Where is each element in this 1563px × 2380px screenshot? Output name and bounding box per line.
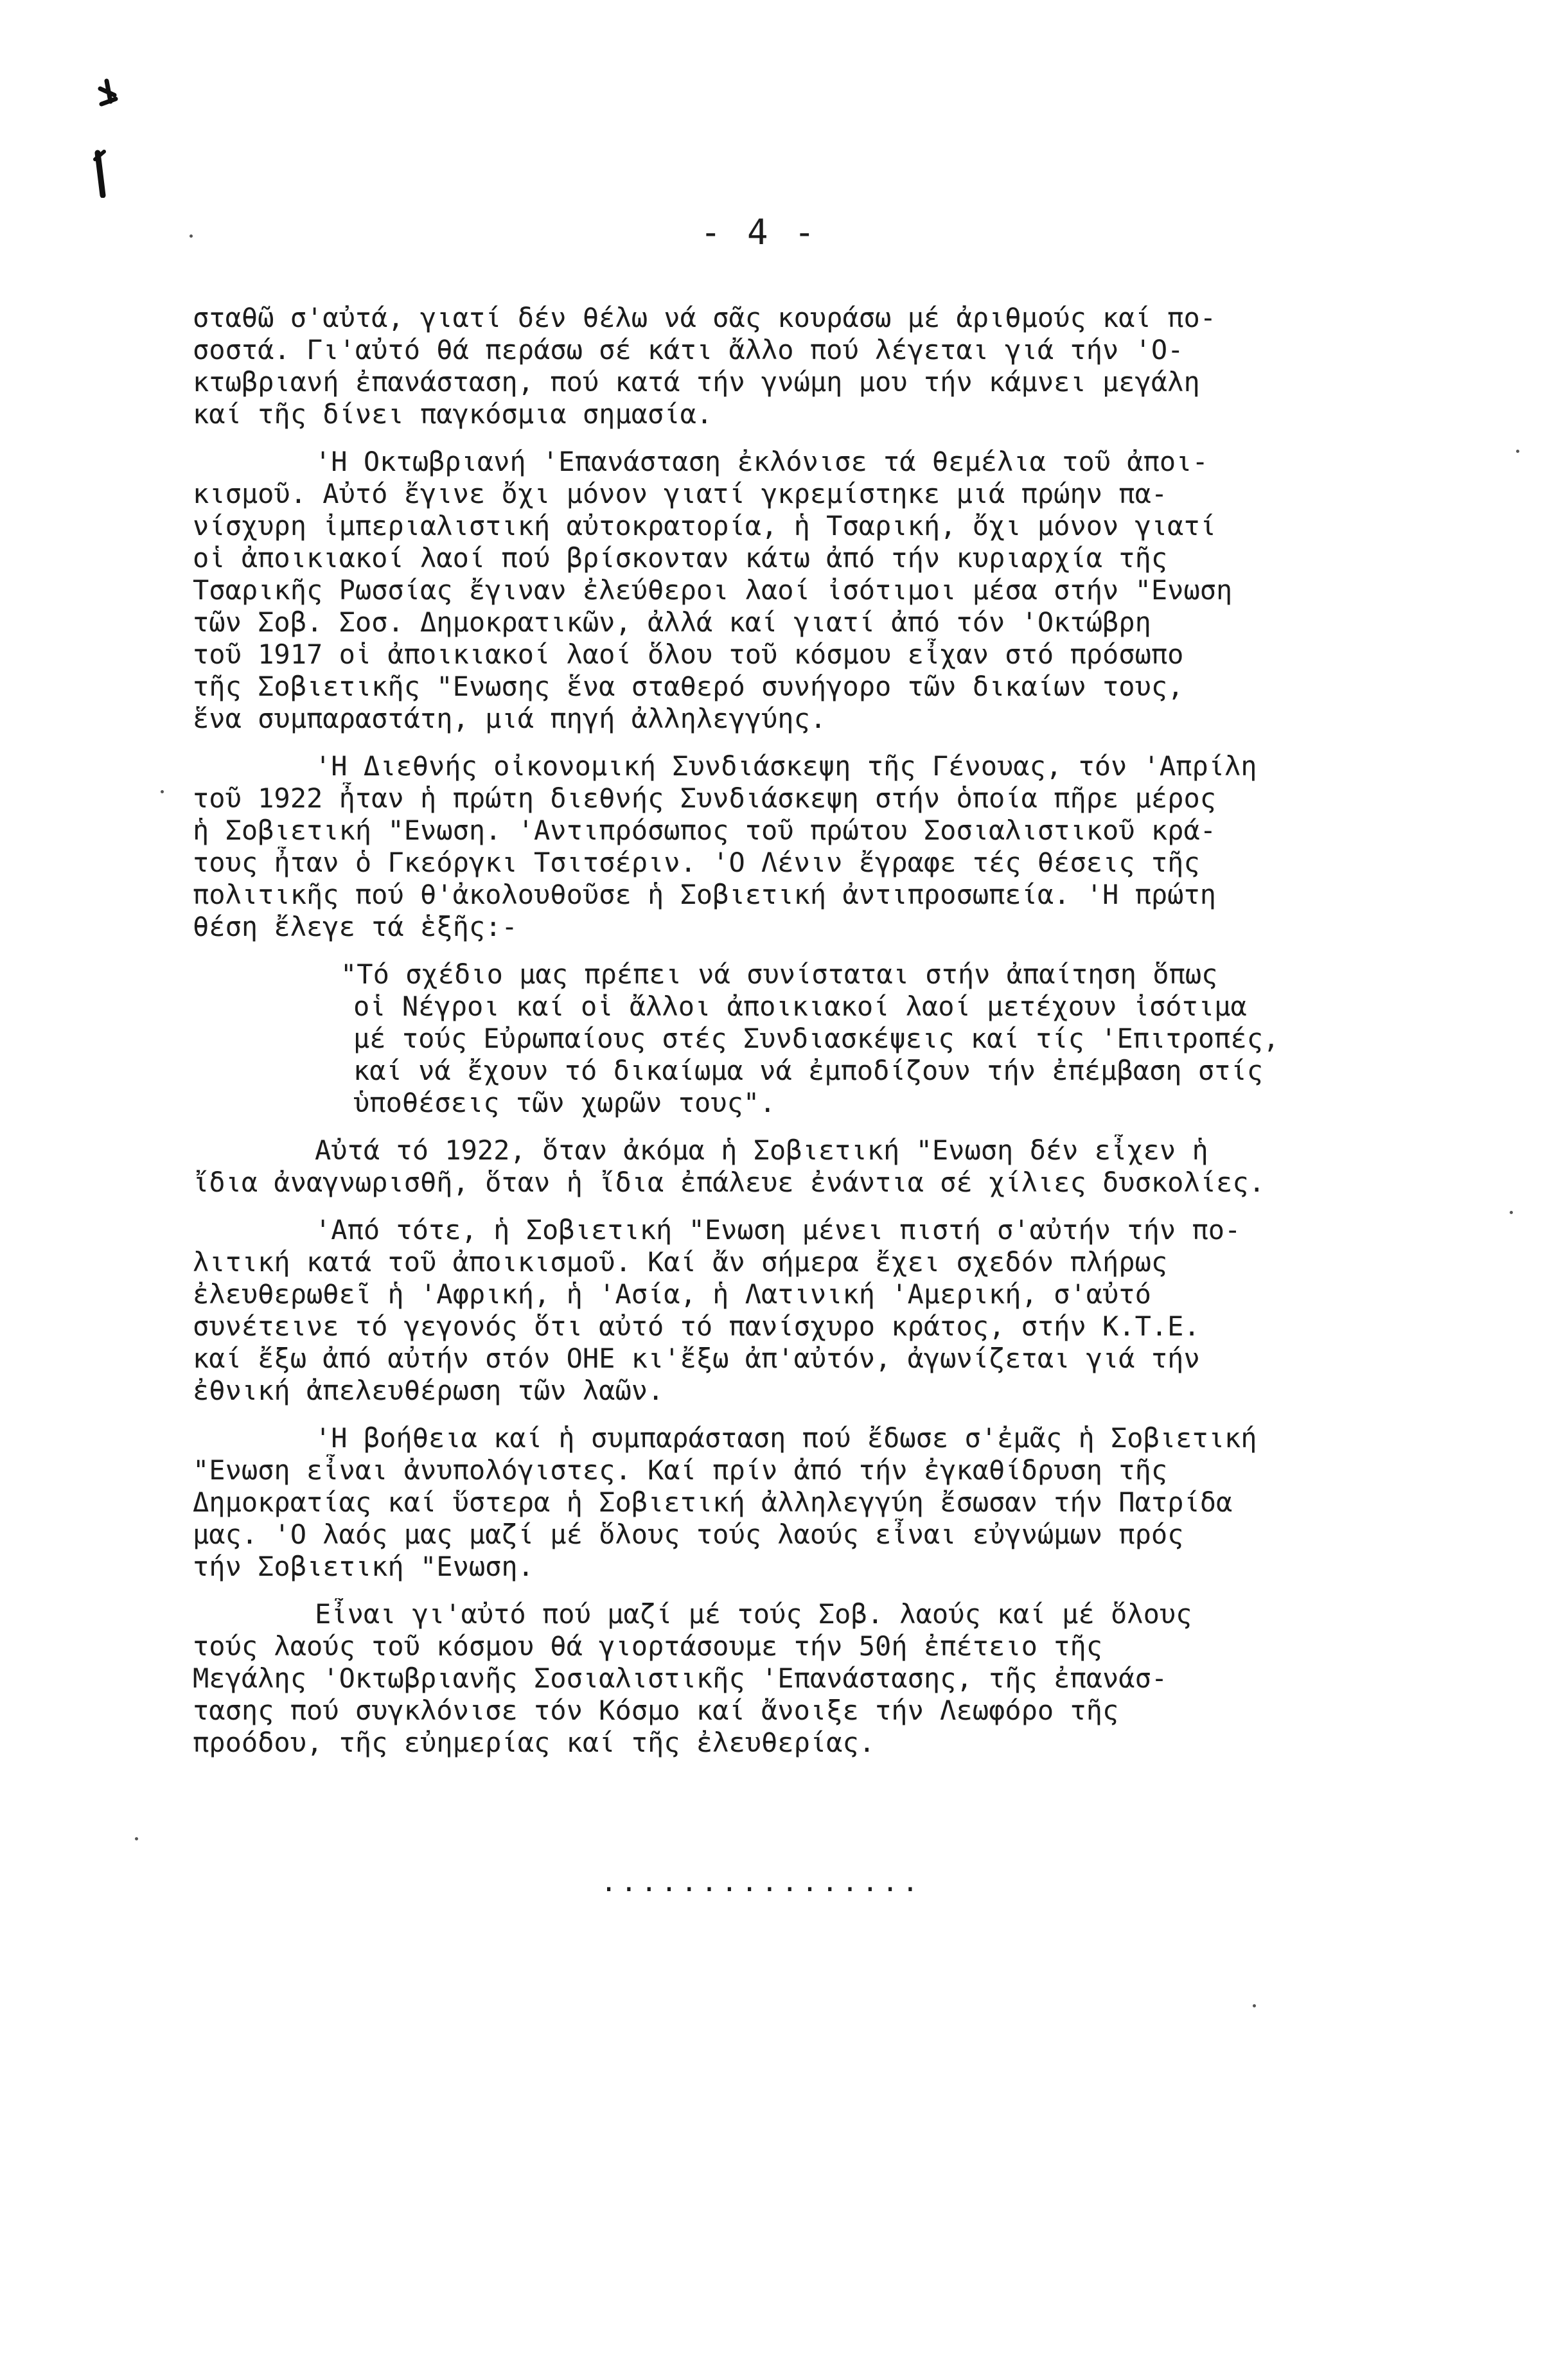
text-line: κισμοῦ. Αὐτό ἔγινε ὄχι μόνον γιατί γκρεμίστηκε μιά πρώην πα- xyxy=(193,478,1168,509)
text-line: Δημοκρατίας καί ὕστερα ἡ Σοβιετική ἀλληλεγγύη ἔσωσαν τήν Πατρίδα xyxy=(193,1486,1233,1518)
text-line: τούς λαούς τοῦ κόσμου θά γιορτάσουμε τήν 50ή ἐπέτειο τῆς xyxy=(193,1630,1103,1662)
paragraph xyxy=(193,1598,1471,1759)
text-line: λιτική κατά τοῦ ἀποικισμοῦ. Καί ἄν σήμερα ἔχει σχεδόν πλήρως xyxy=(193,1246,1168,1278)
scan-speck xyxy=(135,1837,138,1840)
text-line: ἴδια ἀναγνωρισθῆ, ὅταν ἡ ἴδια ἐπάλευε ἐνάντια σέ χίλιες δυσκολίες. xyxy=(193,1167,1265,1198)
paragraph xyxy=(193,1134,1471,1199)
text-line: μέ τούς Εὐρωπαίους στές Συνδιασκέψεις καί τίς 'Επιτροπές, xyxy=(353,1023,1280,1054)
paragraph xyxy=(193,750,1471,943)
closing-dot-leader: ................ xyxy=(601,1866,923,1898)
text-line: ἕνα συμπαραστάτη, μιά πηγή ἀλληλεγγύης. xyxy=(193,703,827,734)
text-line: τήν Σοβιετική "Ενωση. xyxy=(193,1551,534,1582)
text-line: ὑποθέσεις τῶν χωρῶν τους". xyxy=(353,1087,776,1118)
text-line: 'Η βοήθεια καί ἡ συμπαράσταση πού ἔδωσε σ'ἐμᾶς ἡ Σοβιετική xyxy=(315,1422,1257,1454)
text-line: Τσαρικῆς Ρωσσίας ἔγιναν ἐλεύθεροι λαοί ἰσότιμοι μέσα στήν "Ενωση xyxy=(193,574,1233,606)
text-line: τοῦ 1922 ἦταν ἡ πρώτη διεθνής Συνδιάσκεψη στήν ὁποία πῆρε μέρος xyxy=(193,782,1217,814)
text-line: καί νά ἔχουν τό δικαίωμα νά ἐμποδίζουν τήν ἐπέμβαση στίς xyxy=(353,1055,1264,1086)
paragraph xyxy=(193,1214,1471,1407)
scan-speck xyxy=(161,790,164,793)
text-line: τῶν Σοβ. Σοσ. Δημοκρατικῶν, ἀλλά καί γιατί ἀπό τόν 'Οκτώβρη xyxy=(193,606,1151,638)
text-line: Μεγάλης 'Οκτωβριανῆς Σοσιαλιστικῆς 'Επανάστασης, τῆς ἐπανάσ- xyxy=(193,1662,1168,1694)
scan-speck xyxy=(1510,1211,1513,1214)
text-line: νίσχυρη ἰμπεριαλιστική αὐτοκρατορία, ἡ Τσαρική, ὄχι μόνον γιατί xyxy=(193,510,1217,542)
text-line: Αὐτά τό 1922, ὅταν ἀκόμα ἡ Σοβιετική "Ενωση δέν εἶχεν ἡ xyxy=(315,1134,1208,1166)
scan-speck xyxy=(1253,2004,1256,2007)
paragraph xyxy=(193,446,1471,735)
text-line: ἡ Σοβιετική "Ενωση. 'Αντιπρόσωπος τοῦ πρώτου Σοσιαλιστικοῦ κρά- xyxy=(193,815,1217,846)
paragraph xyxy=(193,1422,1471,1583)
text-line: τασης πού συγκλόνισε τόν Κόσμο καί ἄνοιξε τήν Λεωφόρο τῆς xyxy=(193,1695,1119,1726)
text-line: 'Η Διεθνής οἰκονομική Συνδιάσκεψη τῆς Γένουας, τόν 'Απρίλη xyxy=(315,750,1257,782)
text-line: συνέτεινε τό γεγονός ὅτι αὐτό τό πανίσχυρο κράτος, στήν Κ.Τ.Ε. xyxy=(193,1310,1200,1342)
text-line: 'Από τότε, ἡ Σοβιετική "Ενωση μένει πιστή σ'αὐτήν τήν πο- xyxy=(315,1214,1241,1246)
scan-speck xyxy=(1516,450,1519,453)
scan-speck xyxy=(190,234,193,238)
text-line: τους ἦταν ὁ Γκεόργκι Τσιτσέριν. 'Ο Λένιν ἔγραφε τές θέσεις τῆς xyxy=(193,847,1200,878)
page-number: - 4 - xyxy=(700,212,818,252)
text-line: 'Η Οκτωβριανή 'Επανάσταση ἐκλόνισε τά θεμέλια τοῦ ἀποι- xyxy=(315,446,1208,477)
text-line: καί τῆς δίνει παγκόσμια σημασία. xyxy=(193,398,713,430)
text-line: ἐλευθερωθεῖ ἡ 'Αφρική, ἡ 'Ασία, ἡ Λατινική 'Αμερική, σ'αὐτό xyxy=(193,1278,1151,1310)
text-line: πολιτικῆς πού θ'ἀκολουθοῦσε ἡ Σοβιετική ἀντιπροσωπεία. 'Η πρώτη xyxy=(193,879,1217,910)
handwritten-mark xyxy=(89,76,134,198)
text-line: μας. 'Ο λαός μας μαζί μέ ὅλους τούς λαούς εἶναι εὐγνώμων πρός xyxy=(193,1519,1184,1550)
paragraph xyxy=(193,302,1471,430)
text-line: προόδου, τῆς εὐημερίας καί τῆς ἐλευθερίας. xyxy=(193,1727,876,1758)
text-line: ἐθνική ἀπελευθέρωση τῶν λαῶν. xyxy=(193,1375,664,1406)
text-line: κτωβριανή ἐπανάσταση, πού κατά τήν γνώμη μου τήν κάμνει μεγάλη xyxy=(193,366,1200,398)
text-line: θέση ἔλεγε τά ἑξῆς:- xyxy=(193,911,518,942)
text-line: τῆς Σοβιετικῆς "Ενωσης ἕνα σταθερό συνήγορο τῶν δικαίων τους, xyxy=(193,671,1184,702)
text-line: Εἶναι γι'αὐτό πού μαζί μέ τούς Σοβ. λαούς καί μέ ὅλους xyxy=(315,1598,1192,1630)
text-line: "Ενωση εἶναι ἀνυπολόγιστες. Καί πρίν ἀπό τήν ἐγκαθίδρυση τῆς xyxy=(193,1454,1168,1486)
text-line: οἱ Νέγροι καί οἱ ἄλλοι ἀποικιακοί λαοί μετέχουν ἰσότιμα xyxy=(353,991,1247,1022)
text-line: τοῦ 1917 οἱ ἀποικιακοί λαοί ὅλου τοῦ κόσμου εἶχαν στό πρόσωπο xyxy=(193,639,1184,670)
text-line: σταθῶ σ'αὐτά, γιατί δέν θέλω νά σᾶς κουράσω μέ ἀριθμούς καί πο- xyxy=(193,302,1217,333)
text-line: καί ἔξω ἀπό αὐτήν στόν ΟΗΕ κι'ἔξω ἀπ'αὐτόν, ἀγωνίζεται γιά τήν xyxy=(193,1343,1200,1374)
text-line: οἱ ἀποικιακοί λαοί πού βρίσκονταν κάτω ἀπό τήν κυριαρχία τῆς xyxy=(193,542,1168,574)
text-line: "Τό σχέδιο μας πρέπει νά συνίσταται στήν ἀπαίτηση ὅπως xyxy=(340,958,1218,990)
quotation xyxy=(193,958,1471,1119)
body-text xyxy=(193,302,1471,1759)
text-line: σοστά. Γι'αὐτό θά περάσω σέ κάτι ἄλλο πού λέγεται γιά τήν 'Ο- xyxy=(193,334,1184,366)
